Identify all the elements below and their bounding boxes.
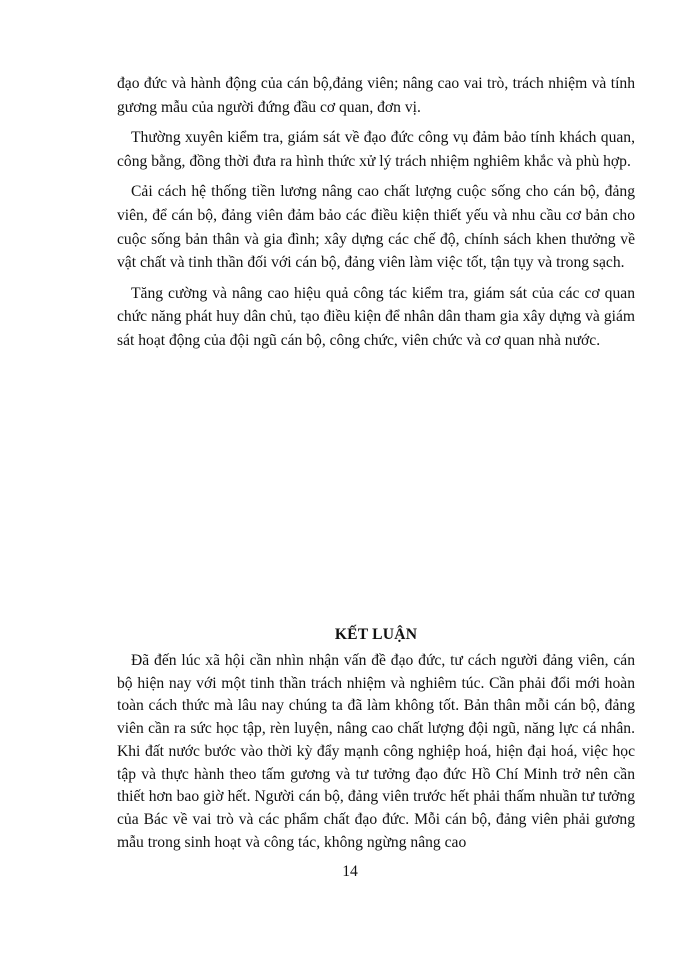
paragraph-supervision: Tăng cường và nâng cao hiệu quả công tác kiểm tra, giám sát của các cơ quan chức năng phát huy dân chủ, tạo điều kiện để nhân dân tham gia xây dựng và giám sát hoạt động của đội ngũ cán bộ, công chức, viên chức và cơ quan nhà nước. (117, 284, 635, 349)
paragraph-inspection: Thường xuyên kiểm tra, giám sát về đạo đức công vụ đảm bảo tính khách quan, công bằng, đồng thời đưa ra hình thức xử lý trách nhiệm nghiêm khắc và phù hợp. (117, 129, 635, 170)
conclusion-heading: KẾT LUẬN (334, 626, 418, 643)
conclusion-paragraph: Đã đến lúc xã hội cần nhìn nhận vấn đề đạo đức, tư cách người đảng viên, cán bộ hiện nay với một tinh thần trách nhiệm và nghiêm túc. Cần phải đổi mới hoàn toàn cách thức mà lâu nay chúng ta đã làm không tốt. Bản thân mỗi cán bộ, đảng viên cần ra sức học tập, rèn luyện, nâng cao chất lượng đội ngũ, năng lực cá nhân. Khi đất nước bước vào thời kỳ đẩy mạnh công nghiệp hoá, hiện đại hoá, việc học tập và thực hành theo tấm gương và tư tưởng đạo đức Hồ Chí Minh trở nên cần thiết hơn bao giờ hết. Người cán bộ, đảng viên trước hết phải thấm nhuần tư tưởng của Bác về vai trò và các phẩm chất đạo đức. Mỗi cán bộ, đảng viên phải gương mẫu trong sinh hoạt và công tác, không ngừng nâng cao (117, 652, 635, 851)
paragraph-salary-reform: Cải cách hệ thống tiền lương nâng cao chất lượng cuộc sống cho cán bộ, đảng viên, để cán bộ, đảng viên đảm bảo các điều kiện thiết yếu và nhu cầu cơ bản cho cuộc sống bản thân và gia đình; xây dựng các chế độ, chính sách khen thưởng về vật chất và tinh thần đối với cán bộ, đảng viên làm việc tốt, tận tụy và trong sạch. (117, 183, 635, 272)
page-number: 14 (342, 863, 358, 880)
conclusion-section (117, 624, 635, 854)
body-text (117, 72, 635, 360)
paragraph-continuation: đạo đức và hành động của cán bộ,đảng viên; nâng cao vai trò, trách nhiệm và tính gương mẫu của người đứng đầu cơ quan, đơn vị. (117, 75, 635, 116)
